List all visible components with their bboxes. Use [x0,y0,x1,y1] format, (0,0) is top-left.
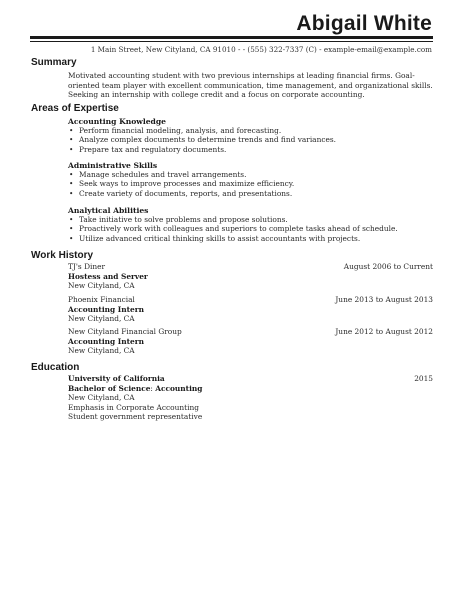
job-role: Accounting Intern [68,336,144,346]
section-title-education: Education [31,362,80,373]
degree-separator: : [150,383,156,393]
education-activity: Student government representative [68,412,203,422]
header-rule-thin [30,41,433,42]
section-title-expertise: Areas of Expertise [31,103,119,114]
expertise-list-administrative [68,170,433,198]
list-item: • Analyze complex documents to determine trends and find variances. [68,135,433,144]
education-entry [68,374,433,422]
job-company: Phoenix Financial [68,295,135,304]
job-role: Accounting Intern [68,304,144,314]
job-entry [68,327,433,356]
degree [68,384,202,394]
job-company: New Cityland Financial Group [68,327,182,336]
contact-line: 1 Main Street, New Cityland, CA 91010 - - (555) 322-7337 (C) - example-email@example.com [90,45,432,54]
list-item: • Utilize advanced critical thinking skills to assist accountants with projects. [68,234,433,243]
list-item: • Take initiative to solve problems and propose solutions. [68,215,433,224]
expertise-group-title: Administrative Skills [68,161,158,170]
degree-field: Accounting [155,383,203,393]
section-title-summary: Summary [31,57,77,68]
job-company: TJ's Diner [68,262,106,271]
list-item: • Manage schedules and travel arrangements. [68,170,433,179]
job-location: New Cityland, CA [68,346,135,356]
job-entry [68,295,433,324]
section-title-work-history: Work History [31,250,94,261]
job-location: New Cityland, CA [68,314,135,324]
list-item: • Seek ways to improve processes and maximize efficiency. [68,179,433,188]
job-role: Hostess and Server [68,271,148,281]
school-location: New Cityland, CA [68,393,135,403]
job-dates: June 2013 to August 2013 [335,295,433,304]
job-dates: August 2006 to Current [343,262,433,271]
header-rule-thick [30,36,433,39]
job-entry [68,262,433,291]
expertise-list-accounting [68,126,433,154]
summary-text: Motivated accounting student with two previous internships at leading financial firms. Goal-oriented team player with excellent communication, time management, and organizational skills. Seeking an internship with college credit and a focus on corporate accounting. [68,71,433,100]
list-item: • Proactively work with colleagues and superiors to complete tasks ahead of schedule. [68,224,433,233]
school-name: University of California [68,374,165,383]
candidate-name: Abigail White [296,12,432,35]
list-item: • Prepare tax and regulatory documents. [68,145,433,154]
job-dates: June 2012 to August 2012 [335,327,433,336]
degree-type: Bachelor of Science [68,383,151,393]
expertise-group-title: Analytical Abilities [68,206,149,215]
list-item: • Create variety of documents, reports, and presentations. [68,189,433,198]
list-item: • Perform financial modeling, analysis, and forecasting. [68,126,433,135]
graduation-year: 2015 [414,374,433,383]
degree-emphasis: Emphasis in Corporate Accounting [68,402,199,412]
expertise-group-title: Accounting Knowledge [68,117,167,126]
job-location: New Cityland, CA [68,281,135,291]
expertise-list-analytical [68,215,433,243]
